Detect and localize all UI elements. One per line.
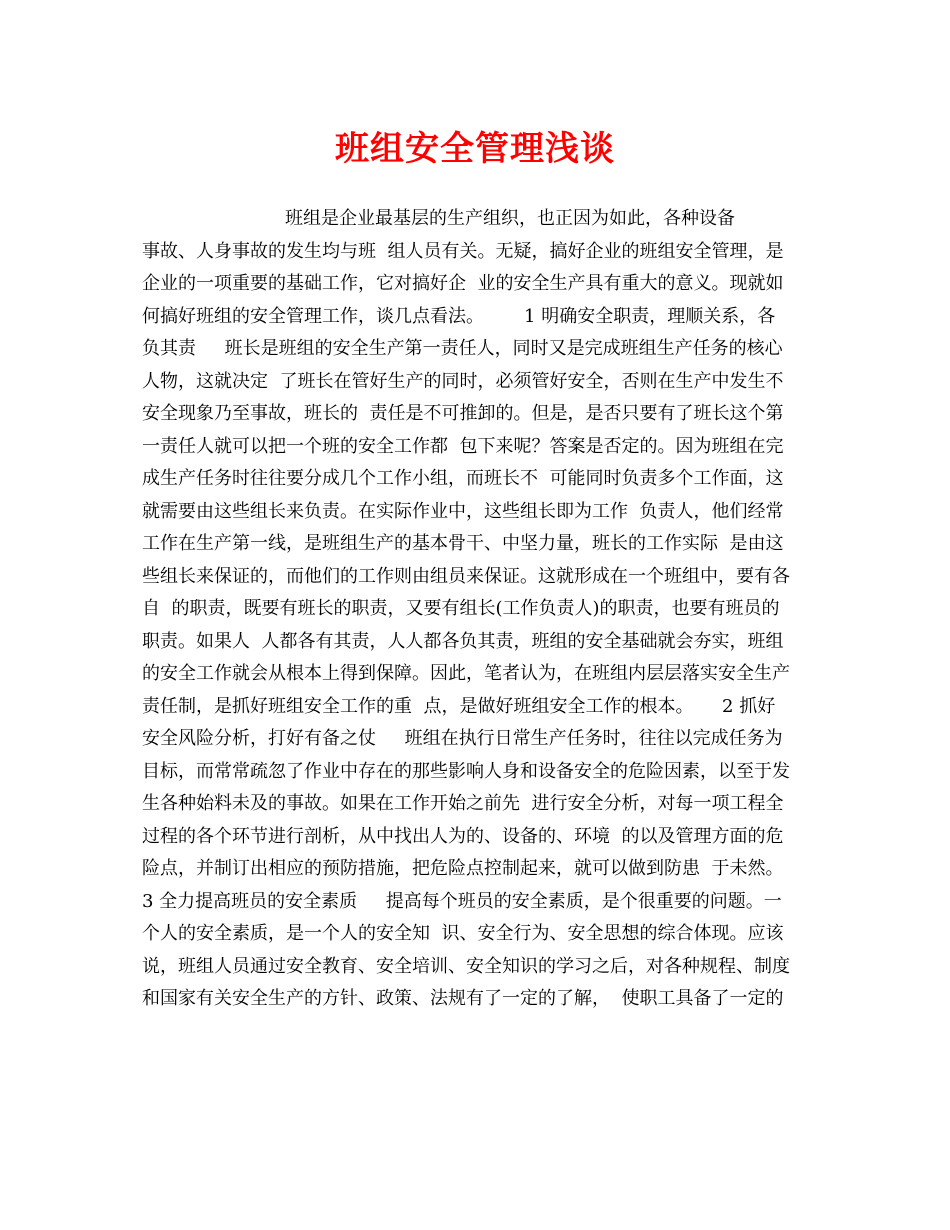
body-line: 过程的各个环节进行剖析，从中找出人为的、设备的、环境 的以及管理方面的危	[142, 825, 784, 847]
body-line: 班组是企业最基层的生产组织，也正因为如此，各种设备	[142, 208, 736, 229]
body-line: 企业的一项重要的基础工作，它对搞好企 业的安全生产具有重大的意义。现就如	[142, 273, 784, 294]
body-line: 和国家有关安全生产的方针、政策、法规有了一定的了解， 使职工具备了一定的	[142, 988, 784, 1009]
body-line: 何搞好班组的安全管理工作，谈几点看法。 1 明确安全职责，理顺关系，各	[142, 305, 776, 327]
body-line: 目标，而常常疏忽了作业中存在的那些影响人身和设备安全的危险因素，以至于发	[142, 760, 790, 782]
body-line: 安全风险分析，打好有备之仗 班组在执行日常生产任务时，往往以完成任务为	[142, 728, 783, 749]
body-line: 职责。如果人 人都各有其责，人人都各负其责，班组的安全基础就会夯实，班组	[142, 630, 784, 652]
body-line: 说，班组人员通过安全教育、安全培训、安全知识的学习之后，对各种规程、制度	[142, 955, 790, 977]
body-line: 一责任人就可以把一个班的安全工作都 包下来呢？答案是否定的。因为班组在完	[142, 435, 784, 457]
body-line: 3 全力提高班员的安全素质 提高每个班员的安全素质，是个很重要的问题。一	[142, 890, 782, 912]
body-line: 成生产任务时往往要分成几个工作小组，而班长不 可能同时负责多个工作面，这	[142, 468, 784, 489]
body-line: 事故、人身事故的发生均与班 组人员有关。无疑，搞好企业的班组安全管理，是	[142, 240, 784, 262]
body-line: 负其责 班长是班组的安全生产第一责任人，同时又是完成班组生产任务的核心	[142, 338, 783, 359]
body-line: 生各种始料未及的事故。如果在工作开始之前先 进行安全分析，对每一项工程全	[142, 793, 784, 814]
body-line: 安全现象乃至事故，班长的 责任是不可推卸的。但是，是否只要有了班长这个第	[142, 403, 784, 424]
body-line: 人物，这就决定 了班长在管好生产的同时，必须管好安全，否则在生产中发生不	[142, 370, 784, 392]
document-title: 班组安全管理浅谈	[335, 129, 615, 169]
body-line: 险点，并制订出相应的预防措施，把危险点控制起来，就可以做到防患 于未然。	[142, 858, 784, 879]
body-line: 自 的职责，既要有班长的职责，又要有组长(工作负责人)的职责，也要有班员的	[142, 598, 780, 619]
body-line: 些组长来保证的，而他们的工作则由组员来保证。这就形成在一个班组中，要有各	[142, 565, 790, 587]
body-line: 责任制，是抓好班组安全工作的重 点，是做好班组安全工作的根本。 2 抓好	[142, 695, 776, 717]
document-body	[142, 203, 816, 1016]
body-line: 的安全工作就会从根本上得到保障。因此，笔者认为，在班组内层层落实安全生产	[142, 663, 790, 684]
body-line: 就需要由这些组长来负责。在实际作业中，这些组长即为工作 负责人，他们经常	[142, 500, 784, 522]
body-line: 个人的安全素质，是一个人的安全知 识、安全行为、安全思想的综合体现。应该	[142, 923, 784, 944]
body-line: 工作在生产第一线，是班组生产的基本骨干、中坚力量，班长的工作实际 是由这	[142, 533, 784, 554]
